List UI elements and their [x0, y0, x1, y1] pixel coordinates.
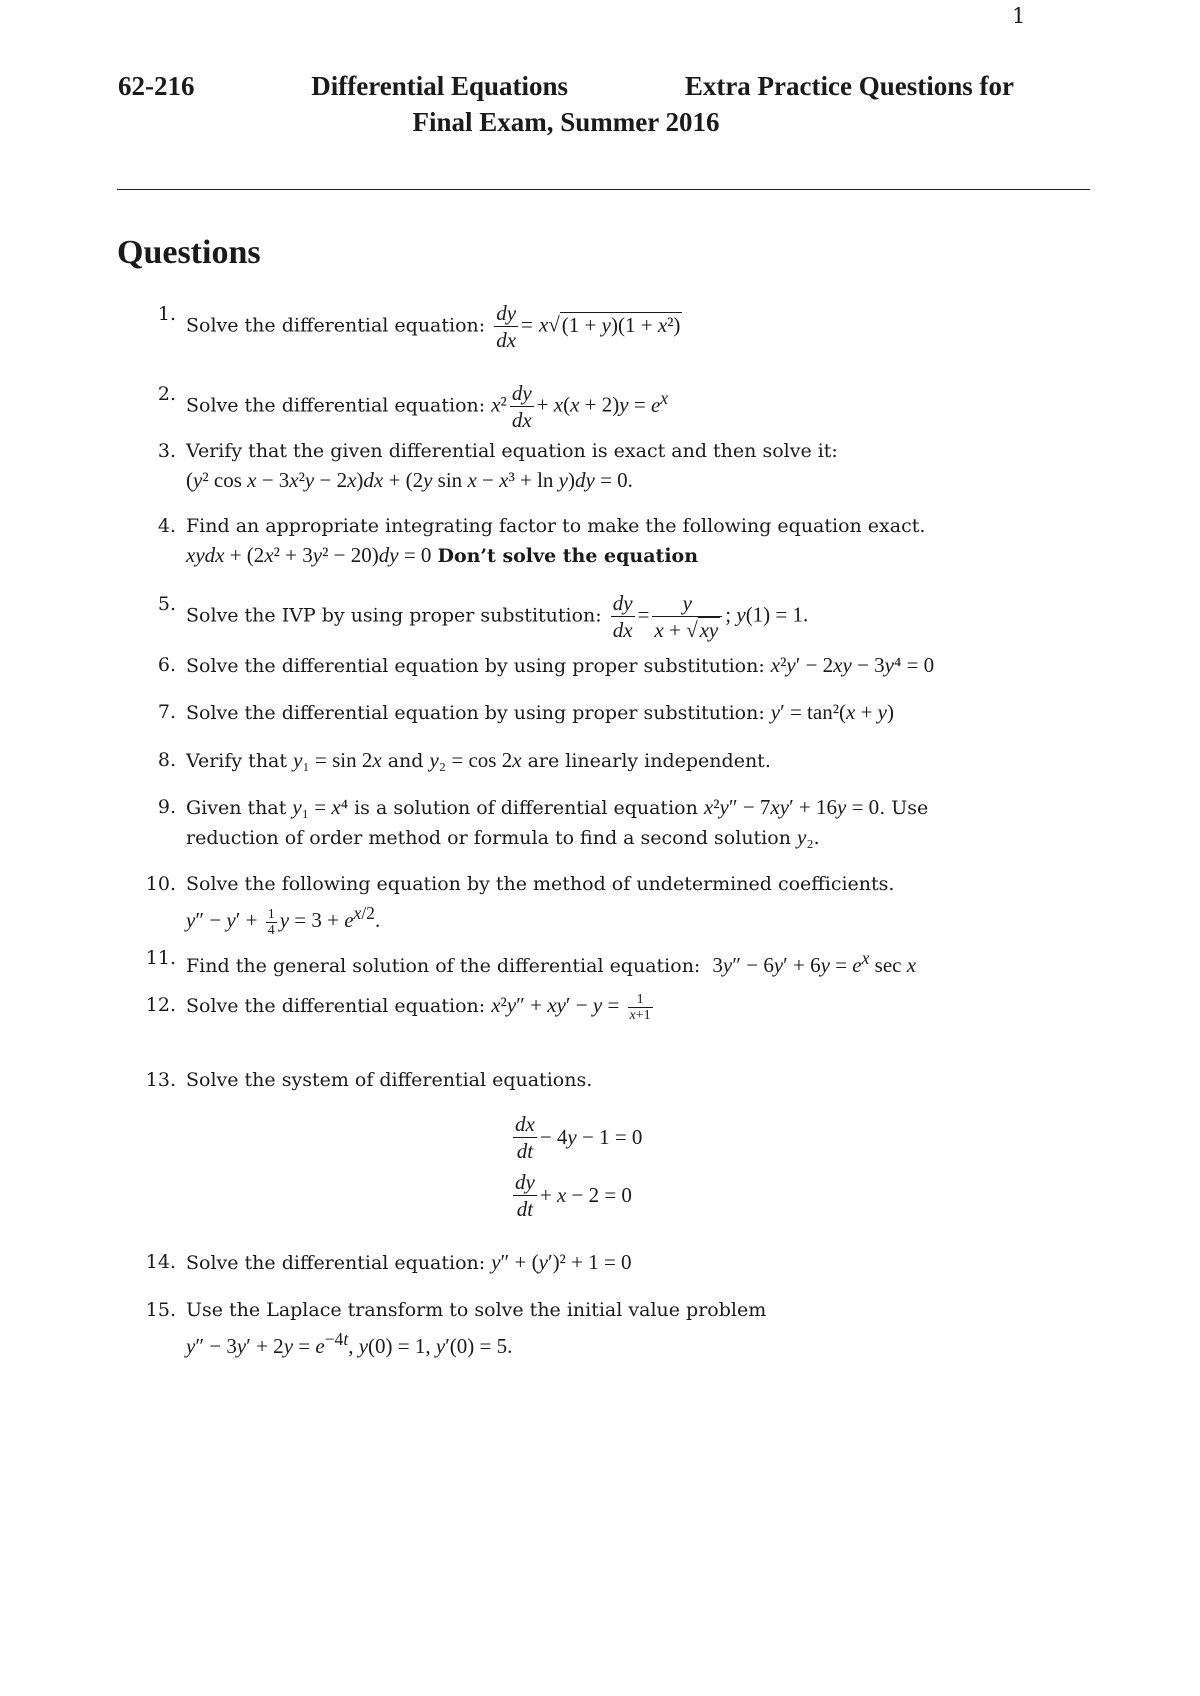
equation: $\frac{dy}{dx}$ — [612, 591, 633, 642]
question-number: 13. — [145, 1069, 176, 1091]
course-name: Differential Equations — [311, 71, 569, 101]
question-number: 7. — [157, 701, 176, 723]
question-2: 2.Solve the differential equation: x² $\frac{dy}{dx}$ + $x(x + 2)y = e^x$ — [124, 380, 668, 433]
question-4 — [124, 512, 925, 571]
equation: $\frac{dy}{dx}$ — [496, 301, 517, 352]
question-text: Verify that — [186, 750, 288, 772]
question-text: Use the Laplace transform to solve the initial value problem — [186, 1299, 767, 1321]
question-12 — [124, 991, 656, 1023]
question-text: Solve the differential equation: — [186, 995, 486, 1017]
page-number: 1 — [1012, 4, 1026, 28]
question-text: Given that — [186, 797, 287, 819]
question-13 — [124, 1066, 592, 1095]
section-heading: Questions — [117, 234, 261, 271]
title-rule — [117, 189, 1090, 190]
question-text: Solve the system of differential equations. — [186, 1069, 593, 1091]
equation: $\frac{dy}{dx}$ — [511, 381, 532, 432]
question-14 — [124, 1248, 632, 1278]
question-text: Find an appropriate integrating factor to make the following equation exact. — [186, 515, 926, 537]
equation: y″ + (y′)² + 1 = 0 — [491, 1250, 632, 1274]
question-note: Don’t solve the equation — [437, 545, 699, 567]
equation: $3y'' - 6y' + 6y = e^x$ sec x — [712, 948, 917, 977]
question-text: Solve the differential equation by using proper substitution: — [186, 702, 765, 724]
question-number: 6. — [157, 654, 176, 676]
question-text: Solve the differential equation: — [186, 1252, 486, 1274]
question-number: 8. — [157, 749, 176, 771]
document-title — [118, 68, 1014, 140]
equation: y₁ = x⁴ — [292, 795, 349, 819]
question-1: 1.Solve the differential equation: $\frac{dy}{dx}$ = x√(1 + y)(1 + x²) — [124, 300, 682, 353]
question-text: Solve the following equation by the method of undetermined coefficients. — [186, 873, 895, 895]
question-text: Solve the differential equation: — [186, 314, 486, 337]
question-number: 9. — [157, 796, 176, 818]
question-number: 2. — [157, 383, 176, 405]
question-5: 5.Solve the IVP by using proper substitution: $\frac{dy}{dx}$ = $\frac{y}{x + √xy}$ ; y(1) = 1. — [124, 590, 808, 643]
question-number: 10. — [145, 873, 176, 895]
question-9: 9. Given that y₁ = x⁴ is a solution of differential equation x²y″ − 7xy′ + 16y = 0. Use reduction of order method or formula to find a second solution y₂. — [124, 793, 928, 853]
question-text: Solve the IVP by using proper substitution: — [186, 604, 602, 627]
title-line-a: Extra Practice Questions for — [684, 71, 1014, 101]
question-number: 11. — [145, 947, 176, 969]
question-text: Solve the differential equation: — [186, 394, 486, 417]
question-number: 3. — [157, 440, 176, 462]
question-6 — [124, 651, 934, 681]
question-text: Find the general solution of the differential equation: — [186, 955, 701, 977]
equation: y₁ = sin 2x — [293, 748, 382, 772]
question-10 — [124, 870, 894, 938]
question-number: 1. — [157, 303, 176, 325]
equation: x²y″ + xy′ − y = $\frac{1}{x+1}$ — [491, 991, 651, 1023]
course-code: 62-216 — [118, 71, 195, 101]
question-8: 8. Verify that y₁ = sin 2x and y₂ = cos 2x are linearly independent. — [124, 746, 771, 776]
question-number: 12. — [145, 994, 176, 1016]
question-text: Solve the differential equation by using proper substitution: — [186, 655, 765, 677]
question-15 — [124, 1296, 766, 1362]
equation-system: $\frac{dx}{dt}$ − 4y − 1 = 0 $\frac{dy}{dt}$ + x − 2 = 0 — [515, 1111, 643, 1221]
equation: y′ = tan²(x + y) — [770, 700, 894, 724]
equation: x²y′ − 2xy − 3y⁴ = 0 — [770, 653, 935, 677]
equation: y″ − y′ + $\frac{1}{4}$ $y = 3 + e^{x/2}$. — [186, 903, 381, 938]
question-text-line-2: reduction of order method or formula to find a second solution — [186, 827, 791, 849]
equation: (y² cos x − 3x²y − 2x)dx + (2y sin x − x³ + ln y)dy = 0. — [186, 468, 633, 492]
question-number: 4. — [157, 515, 176, 537]
equation: $y'' - 3y' + 2y = e^{-4t}$, y(0) = 1, y′(0) = 5. — [186, 1329, 513, 1358]
question-number: 15. — [145, 1299, 176, 1321]
question-number: 5. — [157, 593, 176, 615]
question-7 — [124, 698, 894, 728]
title-line-b: Final Exam, Summer 2016 — [412, 107, 720, 137]
question-number: 14. — [145, 1251, 176, 1273]
question-text: Verify that the given differential equation is exact and then solve it: — [186, 440, 838, 462]
question-3 — [124, 437, 838, 496]
equation: xydx + (2x² + 3y² − 20)dy = 0 — [186, 543, 432, 567]
question-11 — [124, 944, 916, 981]
